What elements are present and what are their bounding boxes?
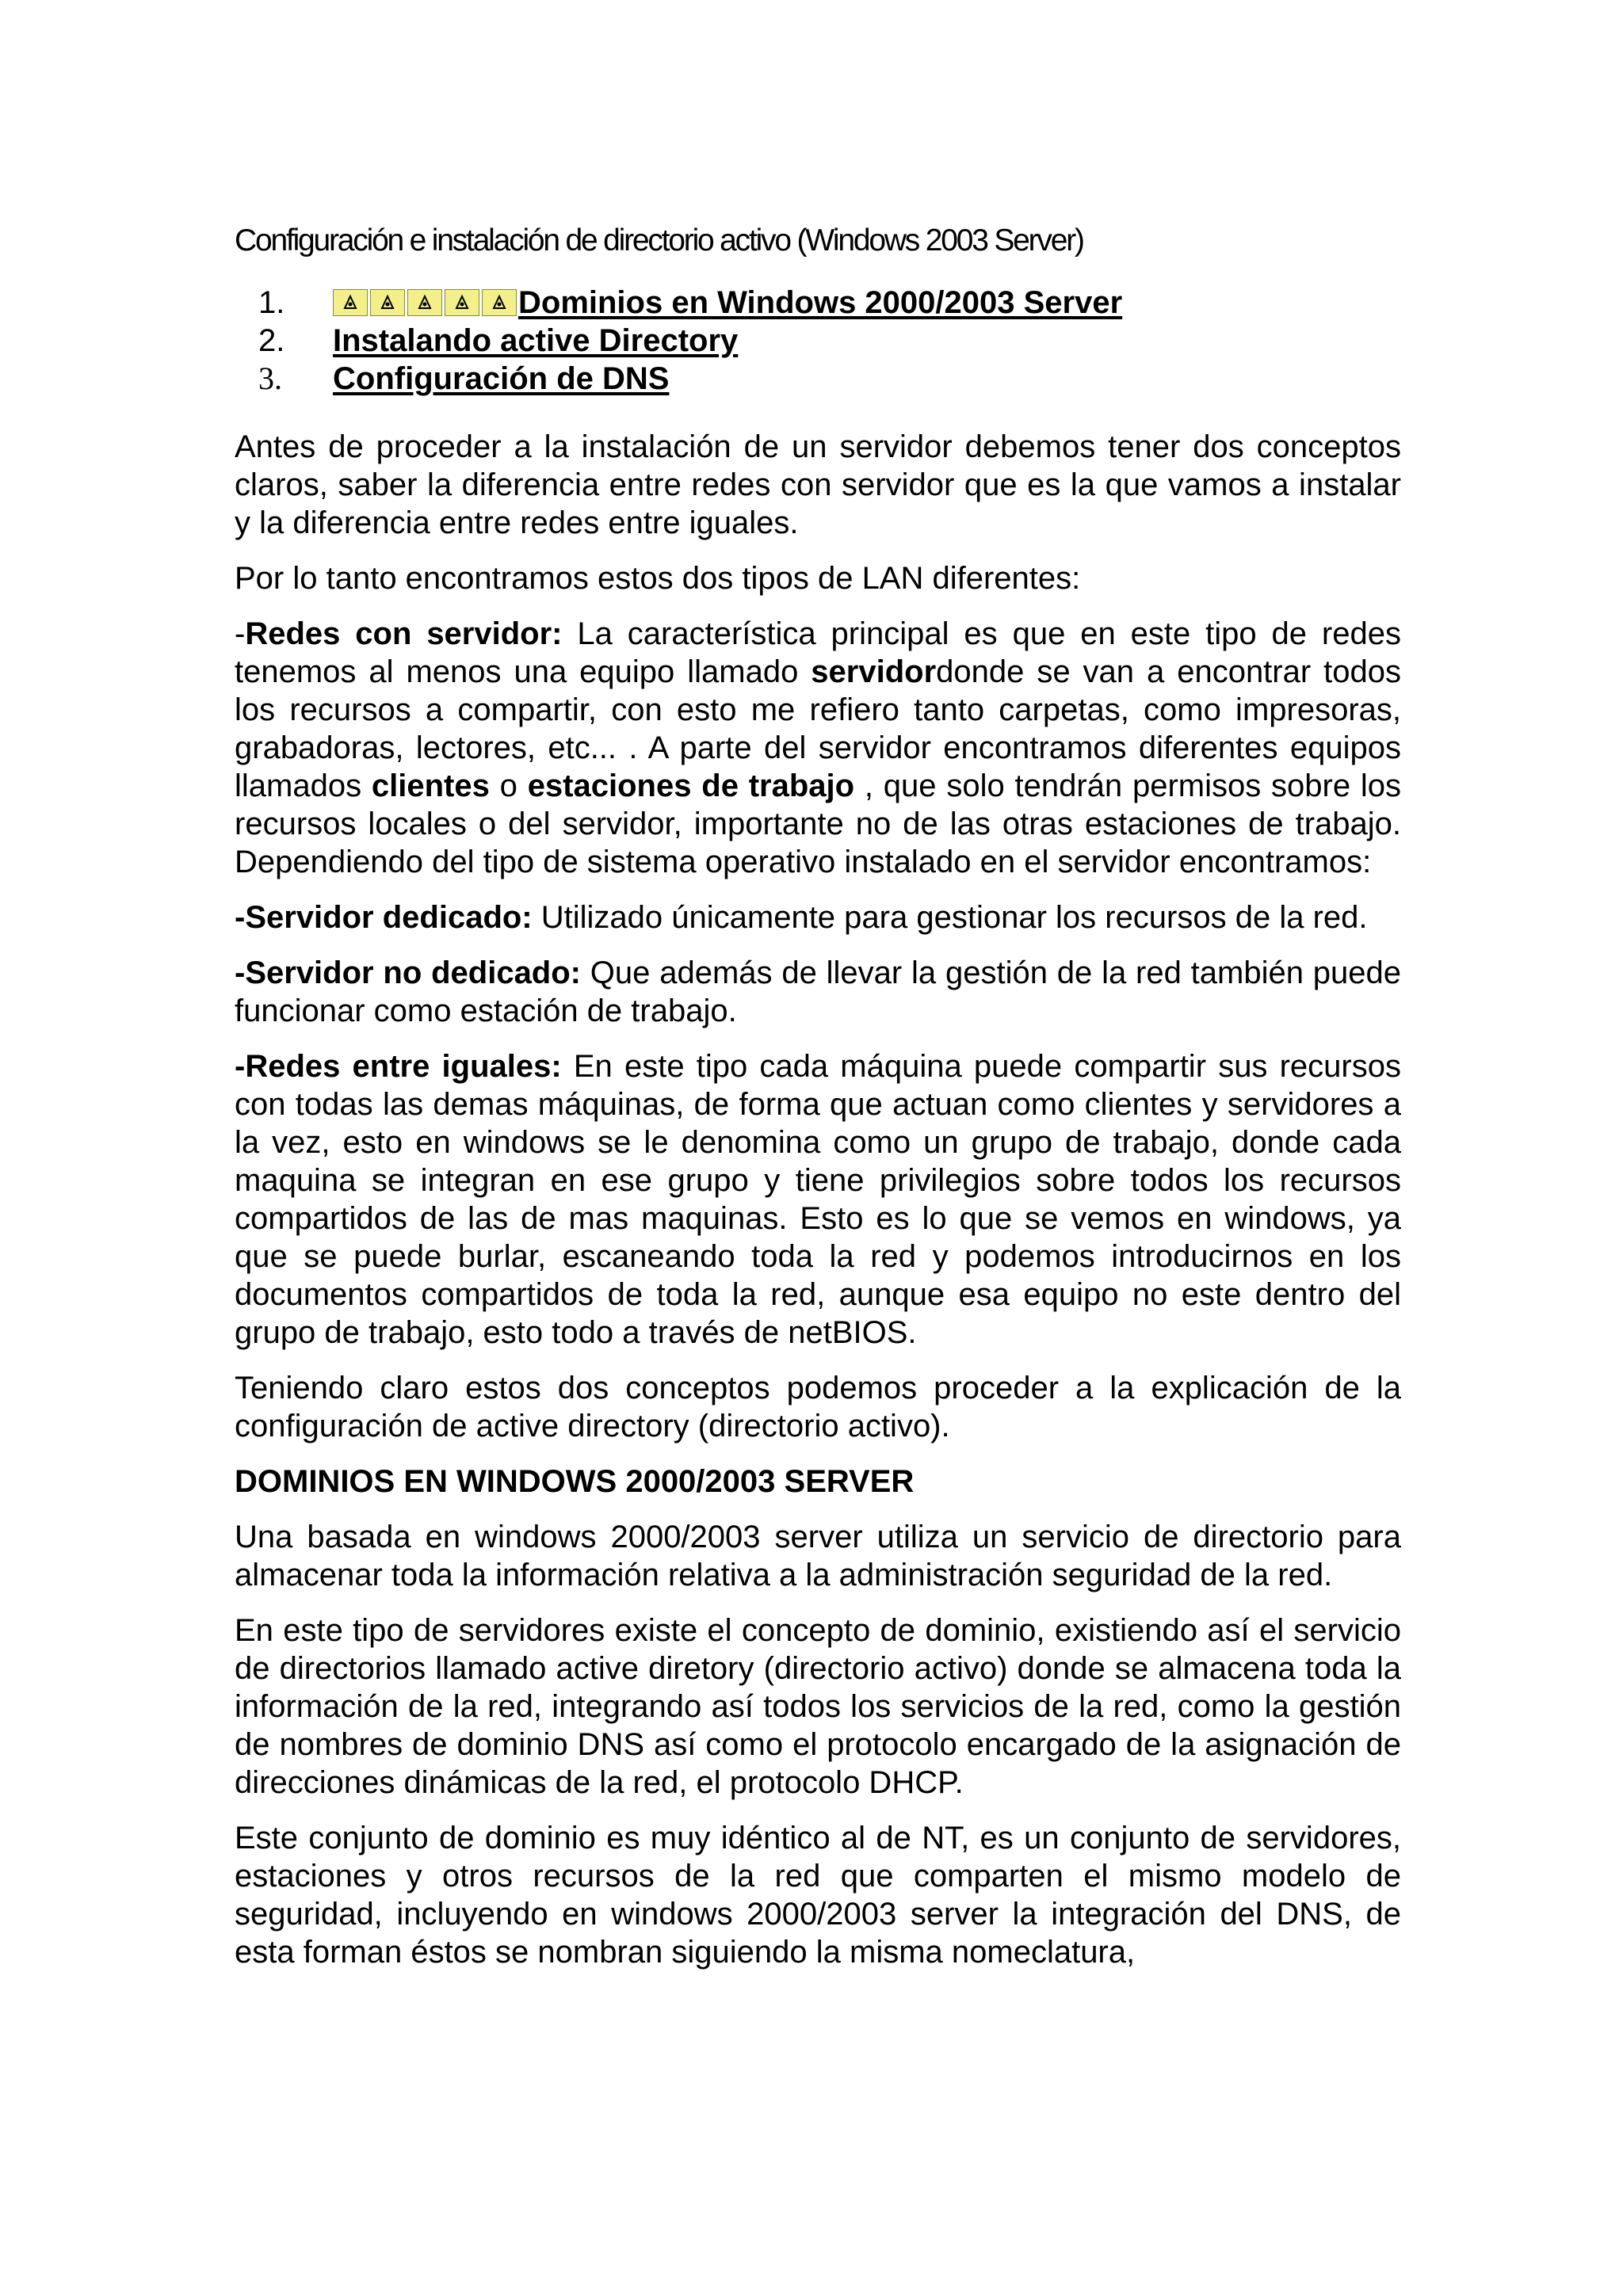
toc-item-active-directory [235,322,1401,360]
table-of-contents [235,284,1401,398]
placeholder-icon [445,289,479,316]
toc-link-active-directory[interactable]: Instalando active Directory [333,323,739,358]
term-clientes: clientes [371,769,490,803]
document-body [235,222,1401,1989]
paragraph-lan-types: Por lo tanto encontramos estos dos tipos de LAN diferentes: [235,561,1081,596]
toc-link-dns[interactable]: Configuración de DNS [333,361,670,396]
term-servidor-dedicado: -Servidor dedicado: [235,900,533,935]
paragraph-servidor-dedicado [235,898,1401,936]
placeholder-icon [407,289,442,316]
toc-number: 3. [258,360,282,396]
toc-number: 2. [258,323,285,358]
text-run: , que solo tendrán permisos sobre los recursos locales o del servidor, importante no de las otras estaciones de trabajo. Dependiendo del tipo de sistema operativo instalado en el servidor encontramos: [235,769,1401,879]
paragraph-directory-service: Una basada en windows 2000/2003 server utiliza un servicio de directorio para almacenar toda la información relativa a la administración seguridad de la red. [235,1520,1401,1592]
paragraph-servidor-no-dedicado [235,954,1401,1030]
toc-item-dns [235,360,1401,398]
dash: - [235,616,246,651]
paragraph-domain-concept: En este tipo de servidores existe el concepto de dominio, existiendo así el servicio de directorios llamado active diretory (directorio activo) donde se almacena toda la información de la red, integrando así todos los servicios de la red, como la gestión de nombres de dominio DNS así como el protocolo encargado de la asignación de direcciones dinámicas de la red, el protocolo DHCP. [235,1613,1401,1800]
paragraph-redes-iguales [235,1047,1401,1352]
text-run: La característica principal es que en este tipo de redes tenemos al menos una equipo llamado [235,616,1401,689]
toc-link-dominios[interactable]: Dominios en Windows 2000/2003 Server [518,285,1123,320]
section-heading-dominios: DOMINIOS EN WINDOWS 2000/2003 SERVER [235,1464,915,1499]
document-title: Configuración e instalación de directorio activo (Windows 2003 Server) [235,223,1083,257]
term-servidor-no-dedicado: -Servidor no dedicado: [235,955,581,990]
term-servidor: servidor [811,654,937,689]
text-run: donde se van a encontrar todos los recursos a compartir, con esto me refiero tanto carpetas, como impresoras, grabadoras, lectores, etc... . A parte del servidor encontramos diferentes equipos llamados [235,654,1401,803]
toc-item-dominios [235,284,1401,322]
term-estaciones: estaciones de trabajo [527,769,855,803]
text-run: En este tipo cada máquina puede compartir sus recursos con todas las demas máquinas, de forma que actuan como clientes y servidores a la vez, esto en windows se le denomina como un grupo de trabajo, donde cada maquina se integran en ese grupo y tiene privilegios sobre todos los recursos compartidos de las de mas maquinas. Esto es lo que se vemos en windows, ya que se puede burlar, escaneando toda la red y podemos introducirnos en los documentos compartidos de toda la red, aunque esa equipo no este dentro del grupo de trabajo, esto todo a través de netBIOS. [235,1049,1401,1350]
paragraph-redes-servidor [235,615,1401,881]
paragraph-intro: Antes de proceder a la instalación de un servidor debemos tener dos conceptos claros, saber la diferencia entre redes con servidor que es la que vamos a instalar y la diferencia entre redes entre iguales. [235,429,1401,540]
paragraph-domain-nt: Este conjunto de dominio es muy idéntico al de NT, es un conjunto de servidores, estaciones y otros recursos de la red que comparten el mismo modelo de seguridad, incluyendo en windows 2000/2003 server la integración del DNS, de esta forman éstos se nombran siguiendo la misma nomeclatura, [235,1821,1401,1970]
paragraph-conclusion: Teniendo claro estos dos conceptos podemos proceder a la explicación de la configuración de active directory (directorio activo). [235,1371,1401,1444]
broken-image-icons [333,289,517,316]
term-redes-servidor: Redes con servidor: [245,616,563,651]
placeholder-icon [482,289,517,316]
placeholder-icon [333,289,368,316]
term-redes-iguales: -Redes entre iguales: [235,1049,562,1084]
placeholder-icon [370,289,405,316]
toc-number: 1. [258,285,285,320]
text-run: o [489,769,528,803]
text-run: Que además de llevar la gestión de la red también puede funcionar como estación de trabajo. [235,955,1401,1028]
text-run: Utilizado únicamente para gestionar los recursos de la red. [532,900,1368,935]
